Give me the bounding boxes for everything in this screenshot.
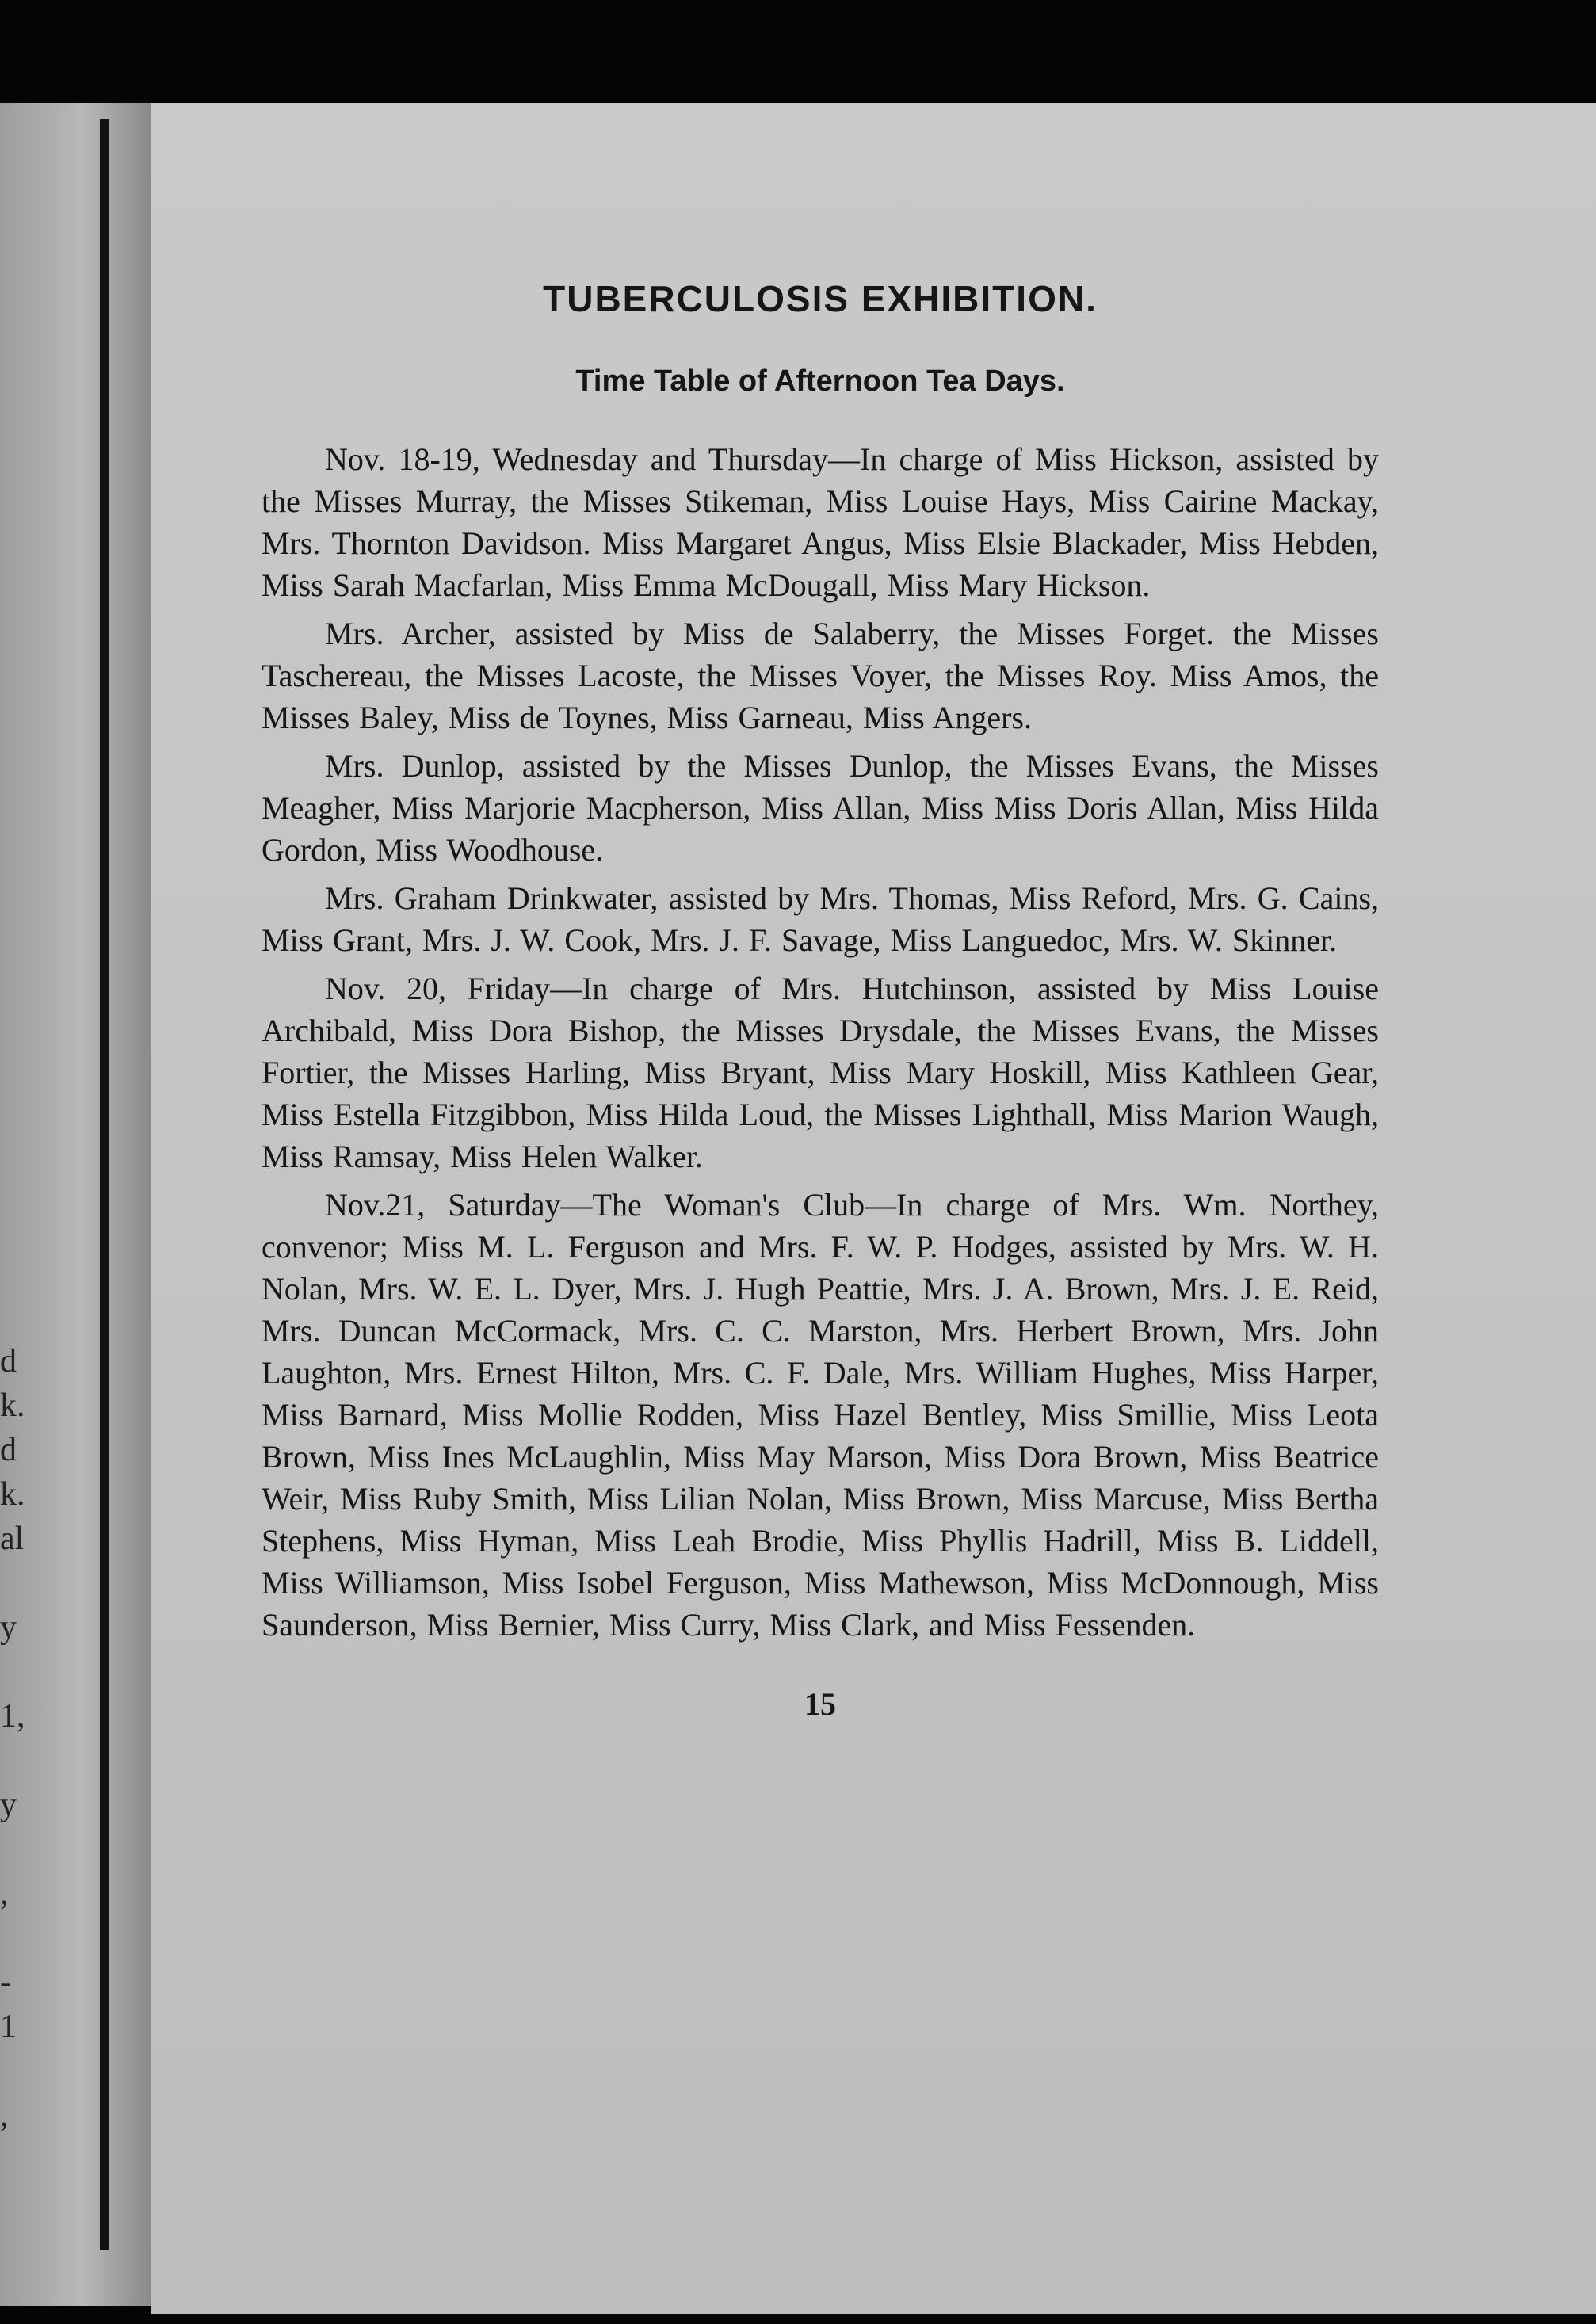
page-subheading: Time Table of Afternoon Tea Days. — [575, 364, 1065, 398]
schedule-paragraph: Mrs. Graham Drinkwater, assisted by Mrs. Thomas, Miss Reford, Mrs. G. Cains, Miss Grant, Mrs. J. W. Cook, Mrs. J. F. Savage, Miss Languedoc, Mrs. W. Skinner. — [262, 880, 1379, 958]
schedule-paragraph: Nov.21, Saturday—The Woman's Club—In charge of Mrs. Wm. Northey, convenor; Miss M. L. Ferguson and Mrs. F. W. P. Hodges, assisted by Mrs. W. H. Nolan, Mrs. W. E. L. Dyer, Mrs. J. Hugh Peattie, Mrs. J. A. Brown, Mrs. J. E. Reid, Mrs. Duncan McCormack, Mrs. C. C. Marston, Mrs. Herbert Brown, Mrs. John Laughton, Mrs. Ernest Hilton, Mrs. C. F. Dale, Mrs. William Hughes, Miss Harper, Miss Barnard, Miss Mollie Rodden, Miss Hazel Bentley, Miss Smillie, Miss Leota Brown, Miss Ines McLaughlin, Miss May Marson, Miss Dora Brown, Miss Beatrice Weir, Miss Ruby Smith, Miss Lilian Nolan, Miss Brown, Miss Marcuse, Miss Bertha Stephens, Miss Hyman, Miss Leah Brodie, Miss Phyllis Hadrill, Miss B. Liddell, Miss Williamson, Miss Isobel Ferguson, Miss Mathewson, Miss McDonnough, Miss Saunderson, Miss Bernier, Miss Curry, Miss Clark, and Miss Fessenden. — [262, 1187, 1379, 1643]
schedule-paragraph: Nov. 18-19, Wednesday and Thursday—In charge of Miss Hickson, assisted by the Misses Murray, the Misses Stikeman, Miss Louise Hays, Miss Cairine Mackay, Mrs. Thornton Davidson. Miss Margaret Angus, Miss Elsie Blackader, Miss Hebden, Miss Sarah Macfarlan, Miss Emma McDougall, Miss Mary Hickson. — [262, 441, 1379, 603]
left-fragment: d — [0, 1432, 17, 1468]
left-fragment — [0, 1738, 32, 1783]
left-page-text-fragments — [0, 1339, 32, 2138]
left-fragment — [0, 1561, 32, 1605]
page-number: 15 — [804, 1686, 836, 1722]
page-gutter-line — [100, 119, 109, 2250]
left-fragment: - — [0, 1964, 11, 2001]
left-fragment — [0, 1916, 32, 1960]
book-page — [151, 103, 1596, 2314]
left-fragment: k. — [0, 1387, 25, 1424]
left-fragment: 1 — [0, 2009, 17, 2045]
left-fragment — [0, 1827, 32, 1872]
left-fragment: y — [0, 1609, 17, 1646]
schedule-paragraph: Mrs. Dunlop, assisted by the Misses Dunlop, the Misses Evans, the Misses Meagher, Miss Marjorie Macpherson, Miss Allan, Miss Miss Doris Allan, Miss Hilda Gordon, Miss Woodhouse. — [262, 748, 1379, 868]
page-heading: TUBERCULOSIS EXHIBITION. — [543, 278, 1098, 319]
left-fragment: al — [0, 1521, 25, 1557]
schedule-paragraph: Nov. 20, Friday—In charge of Mrs. Hutchinson, assisted by Miss Louise Archibald, Miss Dora Bishop, the Misses Drysdale, the Misses Evans, the Misses Fortier, the Misses Harling, Miss Bryant, Miss Mary Hoskill, Miss Kathleen Gear, Miss Estella Fitzgibbon, Miss Hilda Loud, the Misses Lighthall, Miss Marion Waugh, Miss Ramsay, Miss Helen Walker. — [262, 971, 1379, 1174]
left-fragment — [0, 1650, 32, 1694]
left-fragment: y — [0, 1787, 17, 1823]
left-fragment: , — [0, 2097, 9, 2134]
left-fragment: 1, — [0, 1698, 25, 1734]
left-page-edge — [0, 103, 151, 2306]
left-fragment: , — [0, 1876, 9, 1912]
left-fragment: k. — [0, 1476, 25, 1513]
page-content — [262, 277, 1379, 1723]
schedule-paragraph: Mrs. Archer, assisted by Miss de Salaberry, the Misses Forget. the Misses Taschereau, the Misses Lacoste, the Misses Voyer, the Misses Roy. Miss Amos, the Misses Baley, Miss de Toynes, Miss Garneau, Miss Angers. — [262, 616, 1379, 735]
left-fragment: d — [0, 1343, 17, 1380]
left-fragment — [0, 2049, 32, 2093]
